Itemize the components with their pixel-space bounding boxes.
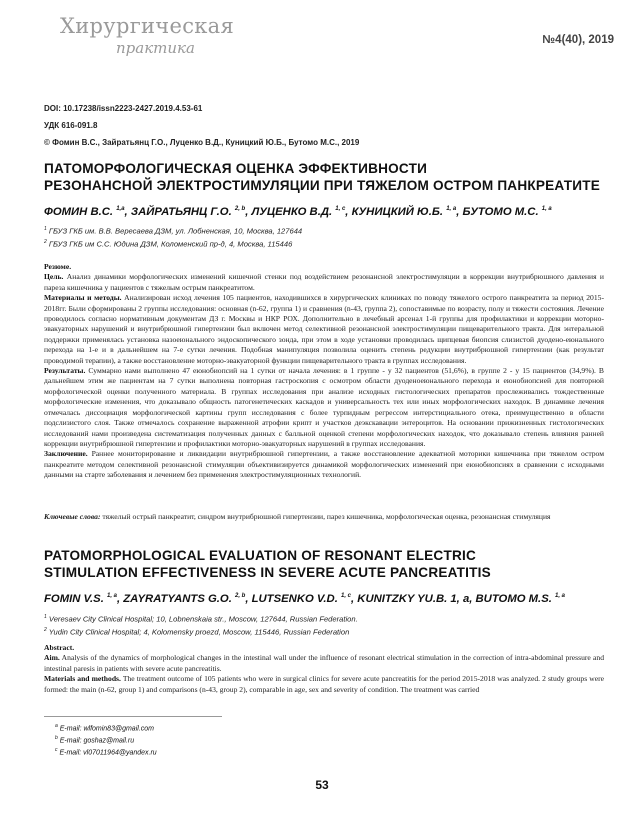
issue-number: №4(40), 2019 [542,34,614,46]
affiliation-1: Veresaev City Clinical Hospital; 10, Lobnenskaia str., Moscow, 127644, Russian Federation. [48,614,358,624]
author-name: ЛУЦЕНКО В.Д. [251,206,333,218]
methods-label: Материалы и методы. [44,293,122,303]
footnote-mark: a [55,723,58,729]
email-link[interactable]: E-mail: wlfomin83@gmail.com [59,725,154,733]
author-name: LUTSENKO V.D. [251,593,338,605]
author-sup: 2, b [235,593,246,600]
author-sup: 1, c [340,593,351,600]
page-number: 53 [315,778,329,792]
journal-logo-subtitle: практика [116,39,195,57]
affiliations-en [44,612,358,637]
author-name: ZAYRATYANTS G.O. [123,593,232,605]
authors-ru: ФОМИН В.С. $^{1,a}$, ЗАЙРАТЬЯНЦ Г.О. $^{2, b}$, ЛУЦЕНКО В.Д. $^{1, c}$, КУНИЦКИЙ Ю.Б. $^{1, a}$, БУТОМО М.С. $^{1, a}$ [44,206,552,218]
methods-text: Анализирован исход лечения 105 пациентов, находившихся в хирургических клиниках по поводу тяжелого острого панкреатита за период 2015-2018гг. Были сформированы 2 группы исследования: основная (n-62, группа 1) и сравнения (n-43, группа 2), сопоставимые по возрасту, полу и тяжести состояния. Лечение проводилось согласно нормативным документам ДЗ г. Москвы и НКР РОХ. Дополнительно в лечебный арсенал 1-й группы для профилактики и коррекции моторно-эвакуаторных нарушений и внутрибрюшной гипертензии был включен метод селективной резонансной электростимуляции пищеварительного тракта. Для энтеральной поддержки применялась установка назоеюнального эндоскопического зонда, при этом в ходе установки проводилась щипцевая биопсия слизистой дуодено-еюнального перехода на 1-е и в дальнейшем на 7-е сутки лечения. Подобная манипуляция позволила оценить степень редукции внутрибрюшной гипертензии (как результат проводимой терапии), а также восстановление моторно-эвакуаторной функции пищеварительного тракта в группах исследования. [44,293,604,365]
article-title-ru [44,160,604,194]
doi[interactable]: DOI: 10.17238/issn2223-2427.2019.4.53-61 [44,104,203,113]
article-title-en [44,547,604,581]
conclusion-label: Заключение. [44,449,88,459]
footnote-mark: c [55,746,58,753]
udc: УДК 616-091.8 [44,121,98,130]
author-name: КУНИЦКИЙ Ю.Б. [351,206,444,218]
article-title-en-line2: STIMULATION EFFECTIVENESS IN SEVERE ACUTE PANCREATITIS [44,565,491,580]
author-sup: 1, c [335,206,346,213]
aim-text: Analysis of the dynamics of morphological changes in the intestinal wall under the influence of resonant electrical stimulation in the correction of intra-abdominal pressure and intestinal paresis in patients with severe acute pancreatitis. [44,653,604,673]
aff-number: 2 [44,238,47,245]
keywords-ru [44,512,604,522]
keywords-label: Ключевые слова: [44,512,101,521]
results-text: Суммарно нами выполнено 47 еюнобиопсий на 1 сутки от начала лечения: в 1 группе - у 32 пациентов (51,6%), в группе 2 - у 15 пациентов (34,9%). В дальнейшем этим же пациентам на 7 сутки выполнена повторная гастроскопия с осмотром области дуоденоеюнального перехода и еюнобиопсией для повторной морфологической оценки полученного материала. В группах исследования при анализе исходных гистологических препаратов прослеживались тождественные морфологические изменения, что доказывало общность патогенетических каскадов и универсальность тех или иных морфологических находок. В динамике лечения отмечалась диссоциация морфологической картины групп исследования с более турпидным регрессом интерстициального отека, преимущественно в области подслизистого слоя. Также отмечалось сохранение выраженной атрофии крипт и участков деэкскавации энтероцитов. На основании прижизненных гистологических исследований нами произведена систематизация полученных данных с балльной оценкой степени морфологических находок, что доказывало степень влияния ранней коррекции внутрибрюшной гипертензии и профилактики моторно-эвакуаторных нарушений в группах исследования. [44,366,604,448]
author-name: ЗАЙРАТЬЯНЦ Г.О. [130,206,232,218]
author-sup: 2, b [234,206,246,213]
footnotes [55,722,157,758]
keywords-text: тяжелый острый панкреатит, синдром внутрибрюшной гипертензии, парез кишечника, морфологическая оценка, резонансная стимуляция [102,512,551,521]
author-sup: 1, a [541,206,552,213]
abstract-en [44,643,604,695]
abstract-heading: Abstract. [44,643,75,652]
author-sup: 1, a [446,206,457,213]
aff-number: 1 [44,226,47,232]
aff-number: 1 [44,614,47,620]
aim-text: Анализ динамики морфологических изменений кишечной стенки под воздействием резонансной электростимуляции в коррекции внутрибрюшного давления и пареза кишечника у пациентов с тяжелым острым панкреатитом. [44,272,605,292]
author-name: ФОМИН В.С. [44,206,114,218]
results-label: Результаты. [44,366,86,376]
affiliation-1: ГБУЗ ГКБ им. В.В. Вересаева ДЗМ, ул. Лобненская, 10, Москва, 127644 [48,226,303,236]
copyright: © Фомин В.С., Зайратьянц Г.О., Луценко В.Д., Куницкий Ю.Б., Бутомо М.С., 2019 [44,138,360,147]
author-sup: 1,a [116,206,125,213]
article-title-en-line1: PATOMORPHOLOGICAL EVALUATION OF RESONANT ELECTRIC [44,548,476,563]
author-sup: 1, a [555,593,566,600]
author-name: БУТОМО М.С. [462,206,539,218]
authors-en: FOMIN V.S. $^{1, a}$, ZAYRATYANTS G.O. $^{2, b}$, LUTSENKO V.D. $^{1, c}$, KUNITZKY YU.B. 1, a, BUTOMO M.S. $^{1, a}$ [44,593,566,605]
affiliations-ru [44,224,302,249]
article-title-ru-line2: РЕЗОНАНСНОЙ ЭЛЕКТРОСТИМУЛЯЦИИ ПРИ ТЯЖЕЛОМ ОСТРОМ ПАНКРЕАТИТЕ [44,178,600,193]
author-sup: 1, a [106,593,117,600]
footnote-mark: b [55,734,58,741]
email-link[interactable]: E-mail: vl07011964@yandex.ru [59,749,157,757]
methods-label: Materials and methods. [44,674,121,684]
email-link[interactable]: E-mail: goshaz@mail.ru [59,737,135,745]
article-title-ru-line1: ПАТОМОРФОЛОГИЧЕСКАЯ ОЦЕНКА ЭФФЕКТИВНОСТИ [44,161,428,176]
author-name: KUNITZKY YU.B. 1, a [357,593,470,605]
author-name: FOMIN V.S. [44,593,104,605]
abstract-ru [44,262,604,481]
author-name: BUTOMO M.S. [475,593,552,605]
footnote-divider [44,716,222,717]
conclusion-text: Раннее мониторирование и ликвидации внутрибрюшной гипертензии, а также восстановление адекватной моторики кишечника при тяжелом остром панкреатите методом селективной резонансной стимуляции объективизируется динамикой морфологических изменений при еюнобиопсиях в сравнении с исходными данными на старте заболевания и лечением без применения электростимуляционных технологий. [44,449,605,480]
aff-number: 2 [44,626,47,633]
abstract-heading: Резюме. [44,262,72,271]
aim-label: Цель. [44,272,64,282]
affiliation-2: ГБУЗ ГКБ им С.С. Юдина ДЗМ, Коломенский пр-д, 4, Москва, 115446 [48,239,293,249]
methods-text: The treatment outcome of 105 patients who were in surgical clinics for severe acute pancreatitis for the period 2015-2018 was analyzed. 2 study groups were formed: the main (n-62, group 1) and comparisons (n-43, group 2), comparable in age, sex and severity of condition. The treatment was carried [44,674,604,694]
aim-label: Aim. [44,653,60,663]
affiliation-2: Yudin City Clinical Hospital; 4, Kolomensky proezd, Moscow, 115446, Russian Federation [48,627,350,637]
journal-logo-title: Хирургическая [60,14,235,38]
